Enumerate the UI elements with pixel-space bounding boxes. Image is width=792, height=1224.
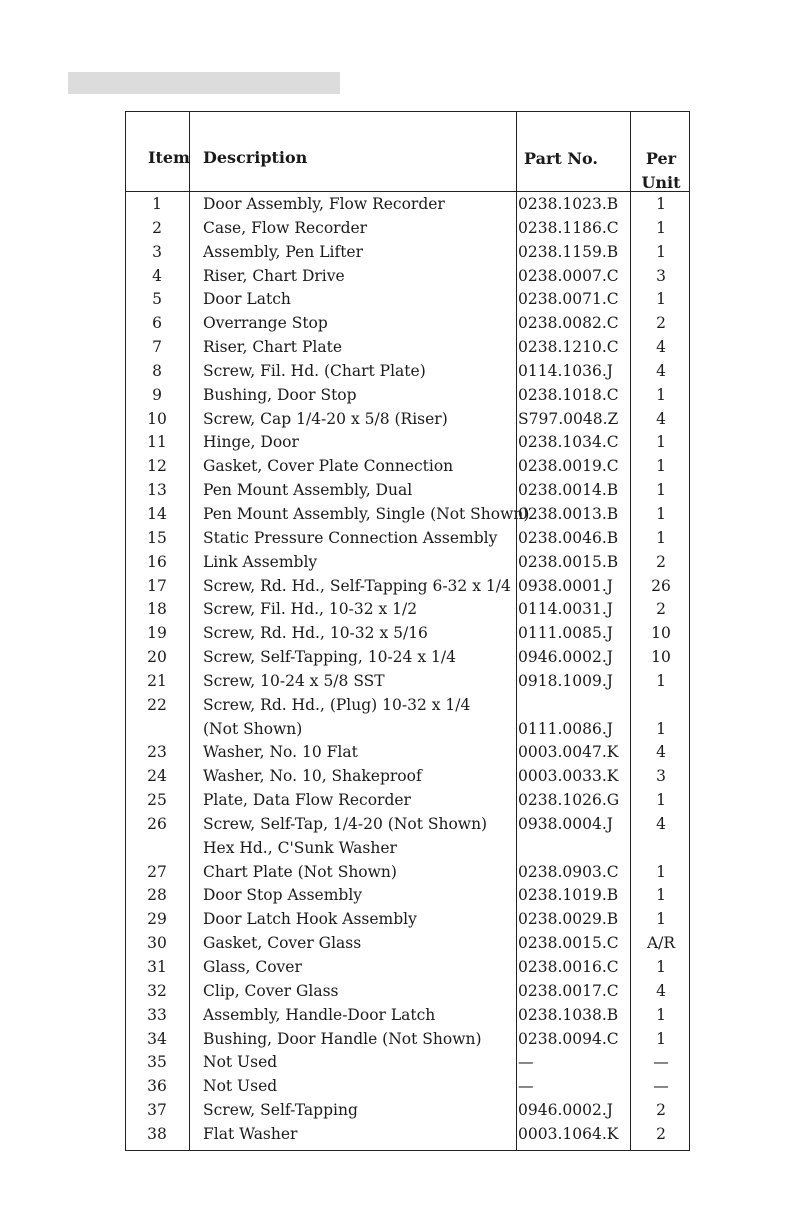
- parts-table: [125, 111, 690, 1151]
- row-item-number: 6: [152, 314, 162, 333]
- row-part-number: 0114.1036.J: [518, 361, 613, 380]
- row-item-number: 33: [147, 1005, 167, 1024]
- row-part-number: 0238.1023.B: [518, 195, 619, 213]
- row-item-number: 12: [147, 457, 167, 476]
- row-part-number: 0114.0031.J: [518, 600, 613, 619]
- row-part-number: 0003.0033.K: [518, 767, 619, 786]
- row-part-number: 0238.0014.B: [518, 481, 619, 500]
- table-row: [126, 527, 689, 551]
- row-item-number: 3: [152, 242, 162, 261]
- row-item-number: 36: [147, 1077, 167, 1096]
- row-quantity: 1: [656, 671, 666, 690]
- row-part-number: 0238.0017.C: [518, 981, 619, 1000]
- row-description: Overrange Stop: [203, 314, 328, 333]
- row-description: Screw, Fil. Hd. (Chart Plate): [203, 361, 426, 380]
- row-description: Gasket, Cover Glass: [203, 934, 362, 953]
- row-description: Static Pressure Connection Assembly: [203, 528, 498, 547]
- row-description: Bushing, Door Handle (Not Shown): [203, 1029, 482, 1048]
- table-row: [126, 503, 689, 527]
- row-description: Glass, Cover: [203, 958, 302, 976]
- row-part-number: 0238.0046.B: [518, 528, 619, 547]
- row-quantity: A/R: [646, 934, 676, 953]
- table-row: [126, 765, 689, 789]
- row-description: Screw, Rd. Hd., (Plug) 10-32 x 1/4: [203, 695, 471, 714]
- row-quantity: 1: [656, 719, 666, 738]
- table-row: [126, 360, 689, 384]
- row-quantity: 4: [656, 981, 666, 1000]
- row-description: Plate, Data Flow Recorder: [203, 791, 411, 810]
- row-quantity: 2: [656, 1101, 666, 1120]
- row-item-number: 18: [147, 600, 167, 619]
- row-item-number: 34: [147, 1029, 167, 1048]
- table-row: [126, 336, 689, 360]
- row-quantity: 10: [651, 648, 671, 667]
- row-part-number: 0238.0071.C: [518, 290, 619, 309]
- row-part-number: 0238.0015.B: [518, 552, 619, 571]
- row-part-number: 0238.0094.C: [518, 1029, 619, 1048]
- row-part-number: 0918.1009.J: [518, 671, 613, 690]
- row-part-number: —: [518, 1077, 534, 1096]
- row-description: Flat Washer: [203, 1124, 298, 1143]
- table-row: [126, 813, 689, 837]
- table-row: [126, 193, 689, 217]
- row-quantity: 1: [656, 218, 666, 237]
- header-per: Per: [645, 149, 677, 168]
- row-part-number: 0946.0002.J: [518, 648, 613, 667]
- table-row: [126, 718, 689, 742]
- row-part-number: —: [518, 1053, 534, 1072]
- table-row: [126, 694, 689, 718]
- row-item-number: 10: [147, 409, 167, 428]
- table-row: [126, 431, 689, 455]
- row-part-number: 0238.1019.B: [518, 886, 619, 905]
- row-item-number: 8: [152, 361, 162, 380]
- row-description: Washer, No. 10, Shakeproof: [203, 767, 422, 786]
- table-row: [126, 837, 689, 861]
- row-item-number: 29: [147, 910, 167, 929]
- row-part-number: 0238.1018.C: [518, 385, 619, 404]
- table-row: [126, 551, 689, 575]
- row-item-number: 27: [147, 862, 167, 881]
- row-description: Screw, 10-24 x 5/8 SST: [203, 671, 385, 690]
- row-part-number: 0238.0007.C: [518, 266, 619, 285]
- row-quantity: 1: [656, 910, 666, 929]
- row-item-number: 13: [147, 481, 167, 500]
- header-bar: [68, 72, 340, 94]
- row-description: Link Assembly: [203, 552, 318, 571]
- table-row: [126, 741, 689, 765]
- row-part-number: 0003.1064.K: [518, 1124, 619, 1143]
- row-part-number: 0238.0016.C: [518, 958, 619, 976]
- table-row: [126, 598, 689, 622]
- row-item-number: 11: [147, 433, 167, 452]
- row-description: Riser, Chart Plate: [203, 338, 342, 357]
- row-description: Assembly, Pen Lifter: [203, 242, 364, 261]
- table-row: [126, 1099, 689, 1123]
- row-quantity: 4: [656, 338, 666, 357]
- table-row: [126, 932, 689, 956]
- table-row: [126, 217, 689, 241]
- table-body: [126, 193, 689, 1147]
- row-part-number: 0003.0047.K: [518, 743, 619, 762]
- row-part-number: 0238.1210.C: [518, 338, 619, 357]
- row-item-number: 19: [147, 624, 167, 643]
- row-quantity: 1: [656, 791, 666, 810]
- row-item-number: 1: [152, 195, 162, 213]
- row-quantity: 4: [656, 409, 666, 428]
- row-quantity: 1: [656, 385, 666, 404]
- table-row: [126, 956, 689, 980]
- row-part-number: S797.0048.Z: [518, 409, 619, 428]
- row-quantity: 1: [656, 1005, 666, 1024]
- row-item-number: 21: [147, 671, 167, 690]
- table-row: [126, 575, 689, 599]
- row-description: Assembly, Handle-Door Latch: [203, 1005, 436, 1024]
- row-part-number: 0238.1034.C: [518, 433, 619, 452]
- row-quantity: 2: [656, 600, 666, 619]
- row-item-number: 17: [147, 576, 167, 595]
- row-quantity: 2: [656, 314, 666, 333]
- row-description: Washer, No. 10 Flat: [203, 743, 358, 762]
- row-part-number: 0238.0019.C: [518, 457, 619, 476]
- row-description: Door Stop Assembly: [203, 886, 363, 905]
- row-quantity: 2: [656, 1124, 666, 1143]
- row-item-number: 2: [152, 218, 162, 237]
- row-description: (Not Shown): [203, 719, 303, 738]
- row-description: Screw, Cap 1/4-20 x 5/8 (Riser): [203, 409, 448, 428]
- row-item-number: 22: [147, 695, 167, 714]
- row-item-number: 38: [147, 1124, 167, 1143]
- row-item-number: 5: [152, 290, 162, 309]
- row-part-number: 0238.1038.B: [518, 1005, 619, 1024]
- row-quantity: 1: [656, 504, 666, 523]
- row-item-number: 35: [147, 1053, 167, 1072]
- table-row: [126, 861, 689, 885]
- row-item-number: 23: [147, 743, 167, 762]
- row-quantity: 1: [656, 958, 666, 976]
- row-item-number: 15: [147, 528, 167, 547]
- row-description: Screw, Fil. Hd., 10-32 x 1/2: [203, 600, 418, 619]
- row-item-number: 31: [147, 958, 167, 976]
- table-row: [126, 479, 689, 503]
- row-part-number: 0238.0903.C: [518, 862, 619, 881]
- row-quantity: 1: [656, 862, 666, 881]
- row-item-number: 4: [152, 266, 162, 285]
- row-item-number: 9: [152, 385, 162, 404]
- row-description: Door Latch Hook Assembly: [203, 910, 417, 929]
- row-description: Gasket, Cover Plate Connection: [203, 457, 454, 476]
- row-description: Door Latch: [203, 290, 291, 309]
- row-part-number: 0111.0085.J: [518, 624, 613, 643]
- row-description: Not Used: [203, 1077, 278, 1096]
- row-quantity: 1: [656, 457, 666, 476]
- row-description: Bushing, Door Stop: [203, 385, 357, 404]
- row-description: Door Assembly, Flow Recorder: [203, 195, 445, 213]
- row-quantity: 3: [656, 767, 666, 786]
- row-description: Hinge, Door: [203, 433, 299, 452]
- table-row: [126, 1051, 689, 1075]
- row-quantity: 1: [656, 1029, 666, 1048]
- row-item-number: 26: [147, 814, 167, 833]
- row-quantity: 1: [656, 242, 666, 261]
- row-description: Clip, Cover Glass: [203, 981, 339, 1000]
- table-row: [126, 646, 689, 670]
- table-row: [126, 1004, 689, 1028]
- table-row: [126, 312, 689, 336]
- row-item-number: 25: [147, 791, 167, 810]
- table-row: [126, 622, 689, 646]
- row-part-number: 0938.0001.J: [518, 576, 613, 595]
- table-row: [126, 384, 689, 408]
- row-item-number: 24: [147, 767, 167, 786]
- row-item-number: 30: [147, 934, 167, 953]
- table-row: [126, 241, 689, 265]
- table-row: [126, 670, 689, 694]
- row-quantity: 4: [656, 361, 666, 380]
- row-part-number: 0238.1186.C: [518, 218, 619, 237]
- row-item-number: 16: [147, 552, 167, 571]
- row-description: Screw, Rd. Hd., 10-32 x 5/16: [203, 624, 428, 643]
- row-quantity: 26: [651, 576, 671, 595]
- row-description: Hex Hd., C'Sunk Washer: [203, 838, 397, 857]
- row-part-number: 0238.0015.C: [518, 934, 619, 953]
- row-part-number: 0238.0082.C: [518, 314, 619, 333]
- table-row: [126, 455, 689, 479]
- row-description: Screw, Rd. Hd., Self-Tapping 6-32 x 1/4: [203, 576, 511, 595]
- header-divider: [126, 191, 689, 192]
- row-description: Pen Mount Assembly, Dual: [203, 481, 413, 500]
- row-part-number: 0938.0004.J: [518, 814, 613, 833]
- row-part-number: 0111.0086.J: [518, 719, 613, 738]
- row-quantity: 1: [656, 195, 666, 213]
- row-item-number: 7: [152, 338, 162, 357]
- row-item-number: 28: [147, 886, 167, 905]
- table-row: [126, 884, 689, 908]
- row-item-number: 37: [147, 1101, 167, 1120]
- row-description: Screw, Self-Tapping: [203, 1101, 358, 1120]
- table-row: [126, 408, 689, 432]
- header-item: Item: [148, 148, 190, 167]
- row-item-number: 32: [147, 981, 167, 1000]
- row-quantity: 4: [656, 814, 666, 833]
- row-quantity: 3: [656, 266, 666, 285]
- row-item-number: 14: [147, 504, 167, 523]
- row-quantity: —: [653, 1077, 669, 1096]
- table-row: [126, 1028, 689, 1052]
- row-item-number: 20: [147, 648, 167, 667]
- row-description: Screw, Self-Tapping, 10-24 x 1/4: [203, 648, 456, 667]
- row-quantity: 1: [656, 290, 666, 309]
- header-unit: Unit: [641, 173, 681, 192]
- row-quantity: 4: [656, 743, 666, 762]
- table-row: [126, 1075, 689, 1099]
- row-description: Riser, Chart Drive: [203, 266, 345, 285]
- table-row: [126, 789, 689, 813]
- row-part-number: 0238.0029.B: [518, 910, 619, 929]
- table-row: [126, 265, 689, 289]
- row-part-number: 0238.0013.B: [518, 504, 619, 523]
- row-part-number: 0946.0002.J: [518, 1101, 613, 1120]
- row-quantity: 1: [656, 886, 666, 905]
- table-row: [126, 1123, 689, 1147]
- row-quantity: —: [653, 1053, 669, 1072]
- table-row: [126, 980, 689, 1004]
- row-description: Not Used: [203, 1053, 278, 1072]
- header-description: Description: [203, 148, 308, 167]
- row-part-number: 0238.1026.G: [518, 791, 620, 810]
- row-part-number: 0238.1159.B: [518, 242, 619, 261]
- header-part-no: Part No.: [524, 149, 598, 168]
- row-quantity: 2: [656, 552, 666, 571]
- row-quantity: 1: [656, 481, 666, 500]
- row-description: Pen Mount Assembly, Single (Not Shown): [203, 504, 530, 523]
- row-quantity: 1: [656, 433, 666, 452]
- table-row: [126, 288, 689, 312]
- row-quantity: 10: [651, 624, 671, 643]
- table-row: [126, 908, 689, 932]
- row-description: Screw, Self-Tap, 1/4-20 (Not Shown): [203, 814, 488, 833]
- row-quantity: 1: [656, 528, 666, 547]
- row-description: Chart Plate (Not Shown): [203, 862, 397, 881]
- row-description: Case, Flow Recorder: [203, 218, 368, 237]
